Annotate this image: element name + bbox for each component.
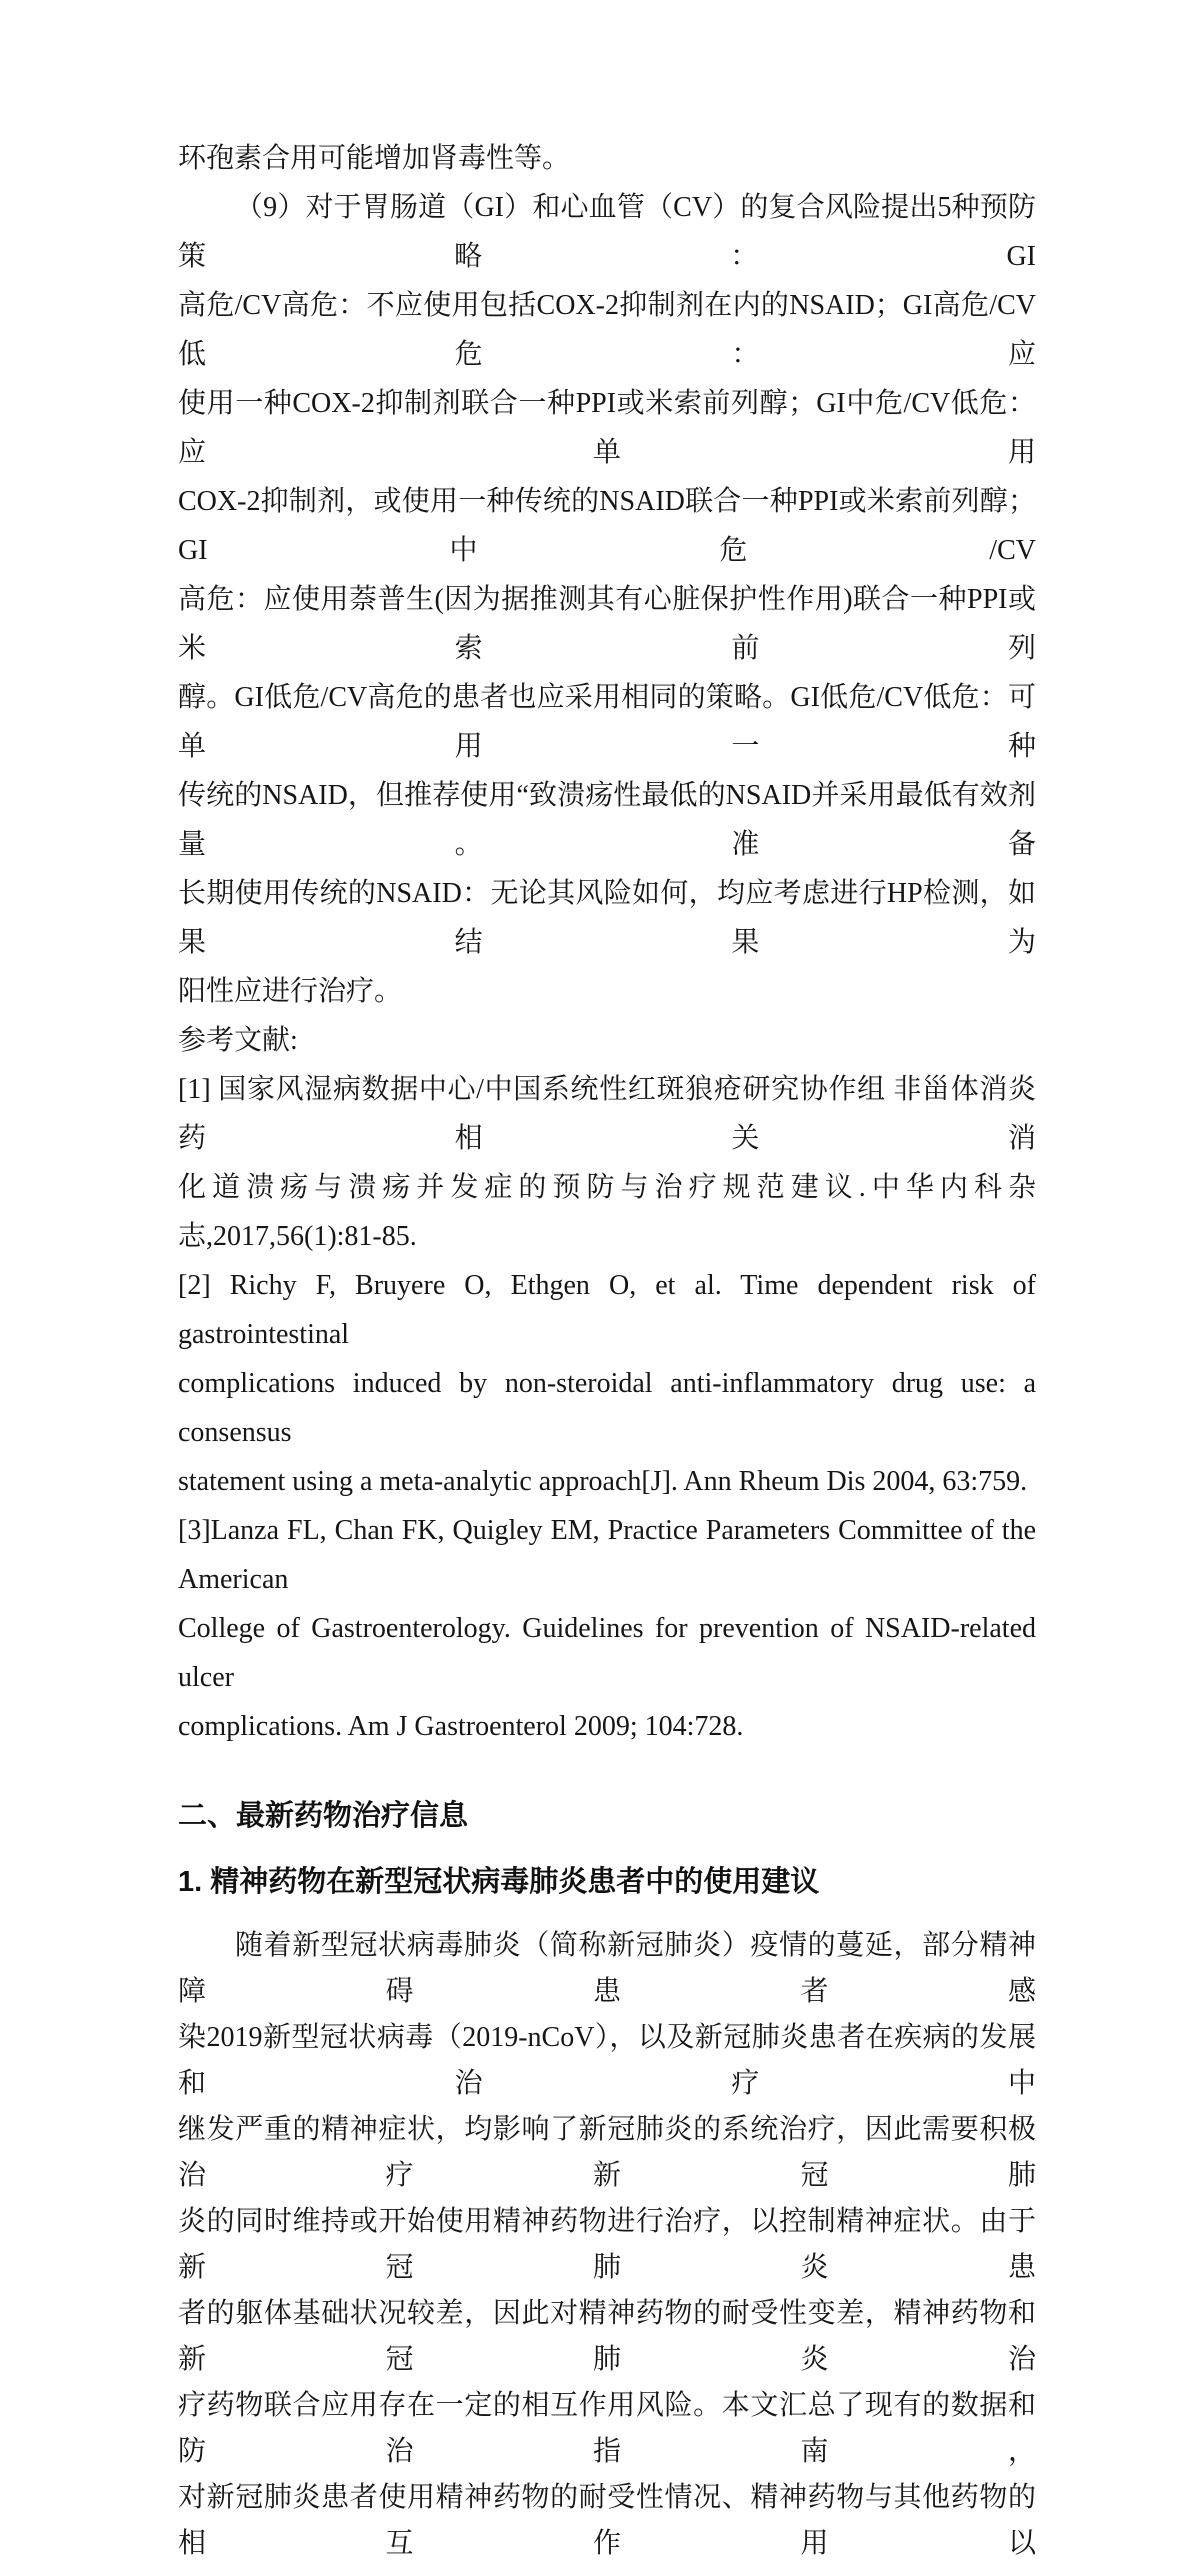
body-line: 长期使用传统的NSAID：无论其风险如何，均应考虑进行HP检测，如果结果为 [178,878,1036,958]
body-line: 环孢素合用可能增加肾毒性等。 [178,143,571,174]
reference-line: complications induced by non-steroidal anti-inflammatory drug use: a consensus [178,1368,1036,1448]
reference-line: [1] 国家风湿病数据中心/中国系统性红斑狼疮研究协作组 非甾体消炎药相关消 [178,1074,1036,1154]
body-line: 高危/CV高危：不应使用包括COX-2抑制剂在内的NSAID；GI高危/CV低危：应 [178,290,1036,370]
reference-line: [3]Lanza FL, Chan FK, Quigley EM, Practice Parameters Committee of the American [178,1515,1036,1595]
references-label: 参考文献: [178,1025,298,1056]
page-content [178,134,1036,2567]
body-line: 者的躯体基础状况较差，因此对精神药物的耐受性变差，精神药物和新冠肺炎治 [178,2298,1036,2375]
body-line: 染2019新型冠状病毒（2019-nCoV），以及新冠肺炎患者在疾病的发展和治疗中 [178,2022,1036,2099]
body-line: 随着新型冠状病毒肺炎（简称新冠肺炎）疫情的蔓延，部分精神障碍患者感 [178,1930,1036,2007]
reference-line: [2] Richy F, Bruyere O, Ethgen O, et al. Time dependent risk of gastrointestinal [178,1270,1036,1350]
section-heading: 二、最新药物治疗信息 [178,1800,469,1832]
body-line: 醇。GI低危/CV高危的患者也应采用相同的策略。GI低危/CV低危：可单用一种 [178,682,1036,762]
reference-line: 化道溃疡与溃疡并发症的预防与治疗规范建议.中华内科杂志,2017,56(1):81-85. [178,1172,1036,1252]
reference-line: complications. Am J Gastroenterol 2009; 104:728. [178,1711,744,1742]
reference-line: College of Gastroenterology. Guidelines for prevention of NSAID-related ulcer [178,1613,1036,1693]
body-line: （9）对于胃肠道（GI）和心血管（CV）的复合风险提出5种预防策略：GI [178,192,1036,272]
body-line: 炎的同时维持或开始使用精神药物进行治疗，以控制精神症状。由于新冠肺炎患 [178,2206,1036,2283]
body-line: 疗药物联合应用存在一定的相互作用风险。本文汇总了现有的数据和防治指南， [178,2390,1036,2467]
reference-line: statement using a meta-analytic approach[J]. Ann Rheum Dis 2004, 63:759. [178,1466,1028,1497]
body-line: 传统的NSAID，但推荐使用“致溃疡性最低的NSAID并采用最低有效剂量。准备 [178,780,1036,860]
body-line: COX-2抑制剂，或使用一种传统的NSAID联合一种PPI或米索前列醇；GI中危/CV [178,486,1036,566]
body-line: 高危：应使用萘普生(因为据推测其有心脏保护性作用)联合一种PPI或米索前列 [178,584,1036,664]
body-line: 继发严重的精神症状，均影响了新冠肺炎的系统治疗，因此需要积极治疗新冠肺 [178,2114,1036,2191]
body-line: 阳性应进行治疗。 [178,976,403,1007]
subsection-heading: 1. 精神药物在新型冠状病毒肺炎患者中的使用建议 [178,1866,820,1898]
body-line: 对新冠肺炎患者使用精神药物的耐受性情况、精神药物与其他药物的相互作用以 [178,2482,1036,2559]
body-line: 使用一种COX-2抑制剂联合一种PPI或米索前列醇；GI中危/CV低危：应单用 [178,388,1036,468]
